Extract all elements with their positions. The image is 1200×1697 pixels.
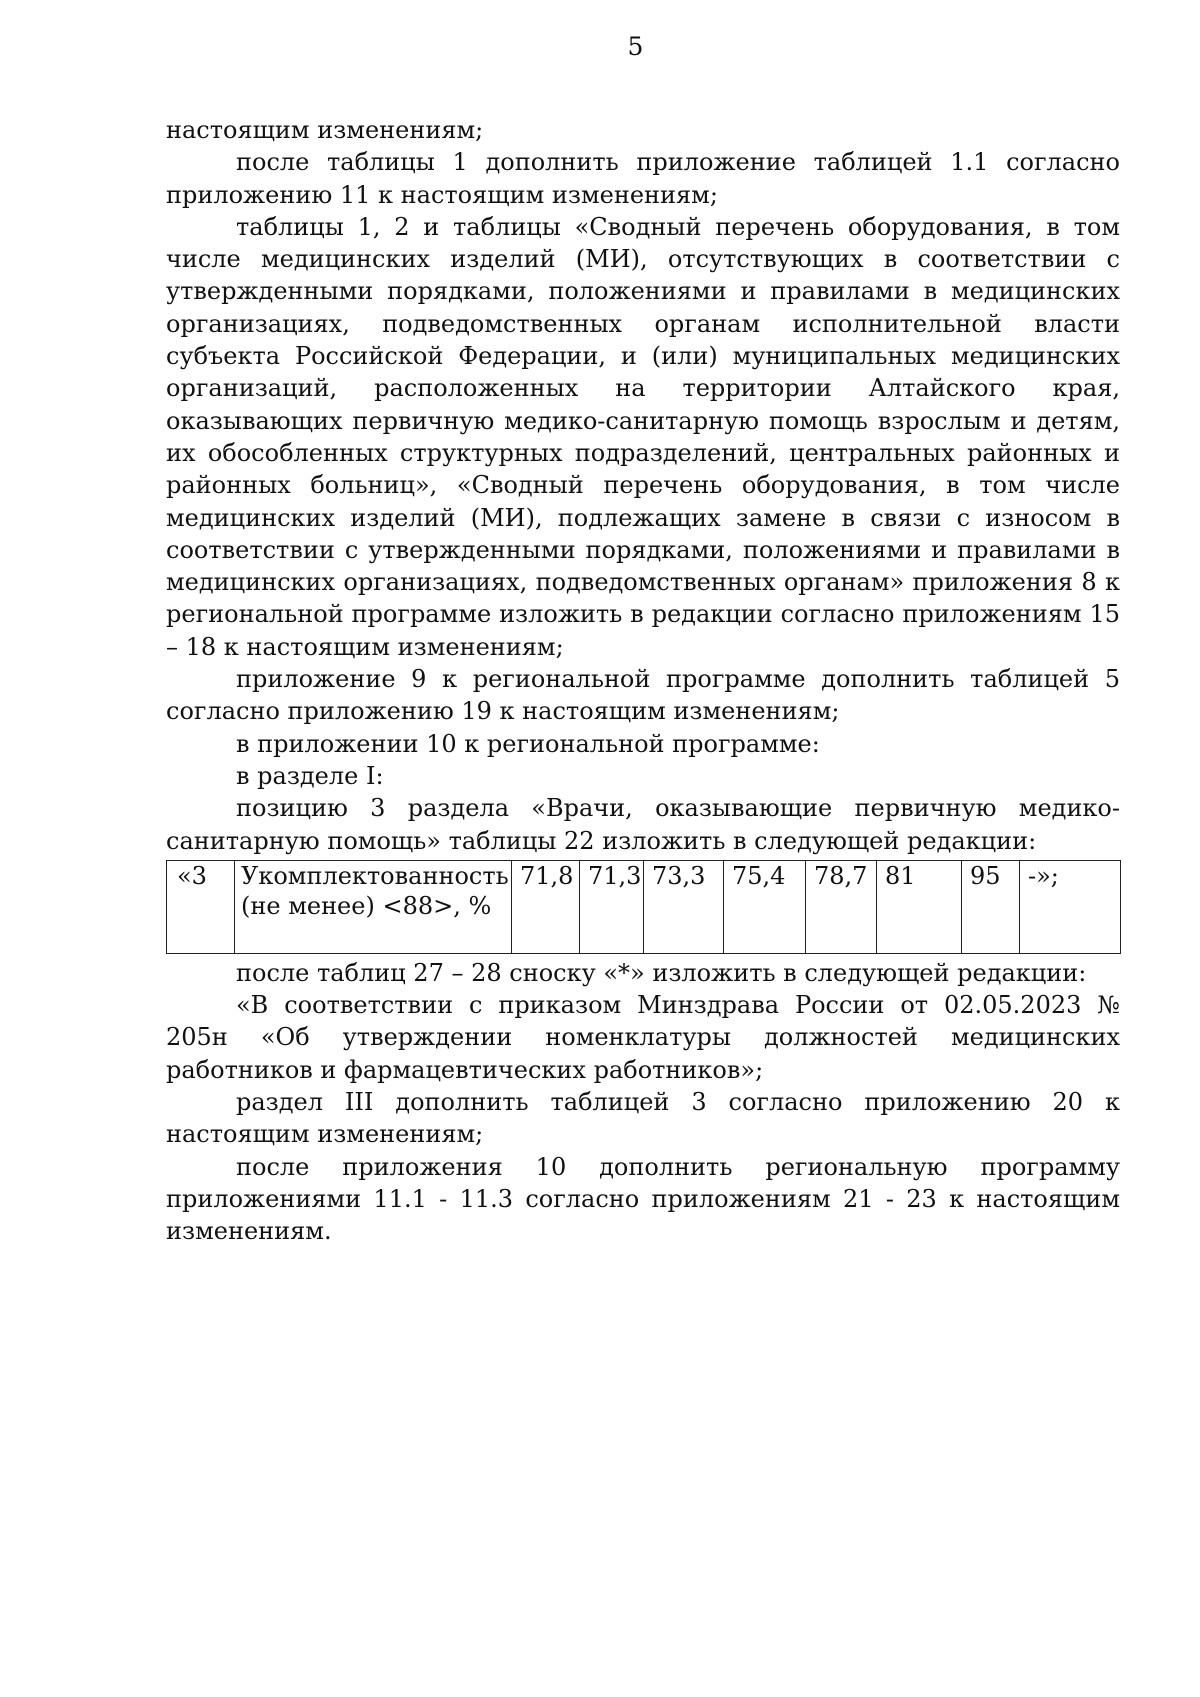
paragraph: после таблицы 1 дополнить приложение таблицей 1.1 согласно приложению 11 к настоящим изменениям; [166, 148, 1120, 209]
paragraph: приложение 9 к региональной программе дополнить таблицей 5 согласно приложению 19 к настоящим изменениям; [166, 665, 1120, 726]
document-body [166, 114, 1120, 1248]
paragraph: позицию 3 раздела «Врачи, оказывающие первичную медико-санитарную помощь» таблицы 22 изложить в следующей редакции: [166, 794, 1120, 855]
table-cell-value: 95 [962, 860, 1020, 953]
table-row [167, 860, 1121, 953]
paragraph: «В соответствии с приказом Минздрава России от 02.05.2023 № 205н «Об утверждении номенклатуры должностей медицинских работников и фармацевтических работников»; [166, 991, 1120, 1084]
table-cell-position: «3 [167, 860, 235, 953]
paragraphs-before-table [166, 114, 1120, 857]
paragraph: в приложении 10 к региональной программе: [236, 729, 820, 758]
table-cell-value: 75,4 [724, 860, 806, 953]
table-cell-indicator: Укомплектованность (не менее) <88>, % [235, 860, 512, 953]
paragraph: после таблиц 27 – 28 сноску «*» изложить в следующей редакции: [236, 958, 1087, 987]
table-cell-value: 73,3 [644, 860, 724, 953]
page-number: 5 [627, 32, 644, 61]
table-cell-value: 71,8 [512, 860, 580, 953]
table-cell-value: 71,3 [580, 860, 644, 953]
paragraph: настоящим изменениям; [166, 116, 484, 144]
table-cell-value: 81 [877, 860, 962, 953]
paragraph: раздел III дополнить таблицей 3 согласно приложению 20 к настоящим изменениям; [166, 1088, 1120, 1149]
staffing-table [166, 860, 1121, 954]
paragraph: в разделе I: [236, 761, 384, 790]
paragraphs-after-table [166, 957, 1120, 1248]
table-cell-value: 78,7 [806, 860, 877, 953]
table-cell-end: -»; [1020, 860, 1121, 953]
paragraph: таблицы 1, 2 и таблицы «Сводный перечень оборудования, в том числе медицинских изделий (МИ), отсутствующих в соответствии с утвержденными порядками, положениями и правилами в медицинских организациях, подведомственных органам исполнительной власти субъекта Российской Федерации, и (или) муниципальных медицинских организаций, расположенных на территории Алтайского края, оказывающих первичную медико-санитарную помощь взрослым и детям, их обособленных структурных подразделений, центральных районных и районных больниц», «Сводный перечень оборудования, в том числе медицинских изделий (МИ), подлежащих замене в связи с износом в соответствии с утвержденными порядками, положениями и правилами в медицинских организациях, подведомственных органам» приложения 8 к региональной программе изложить в редакции согласно приложениям 15 – 18 к настоящим изменениям; [166, 212, 1120, 661]
paragraph: после приложения 10 дополнить региональную программу приложениями 11.1 - 11.3 согласно приложениям 21 - 23 к настоящим изменениям. [166, 1152, 1120, 1246]
